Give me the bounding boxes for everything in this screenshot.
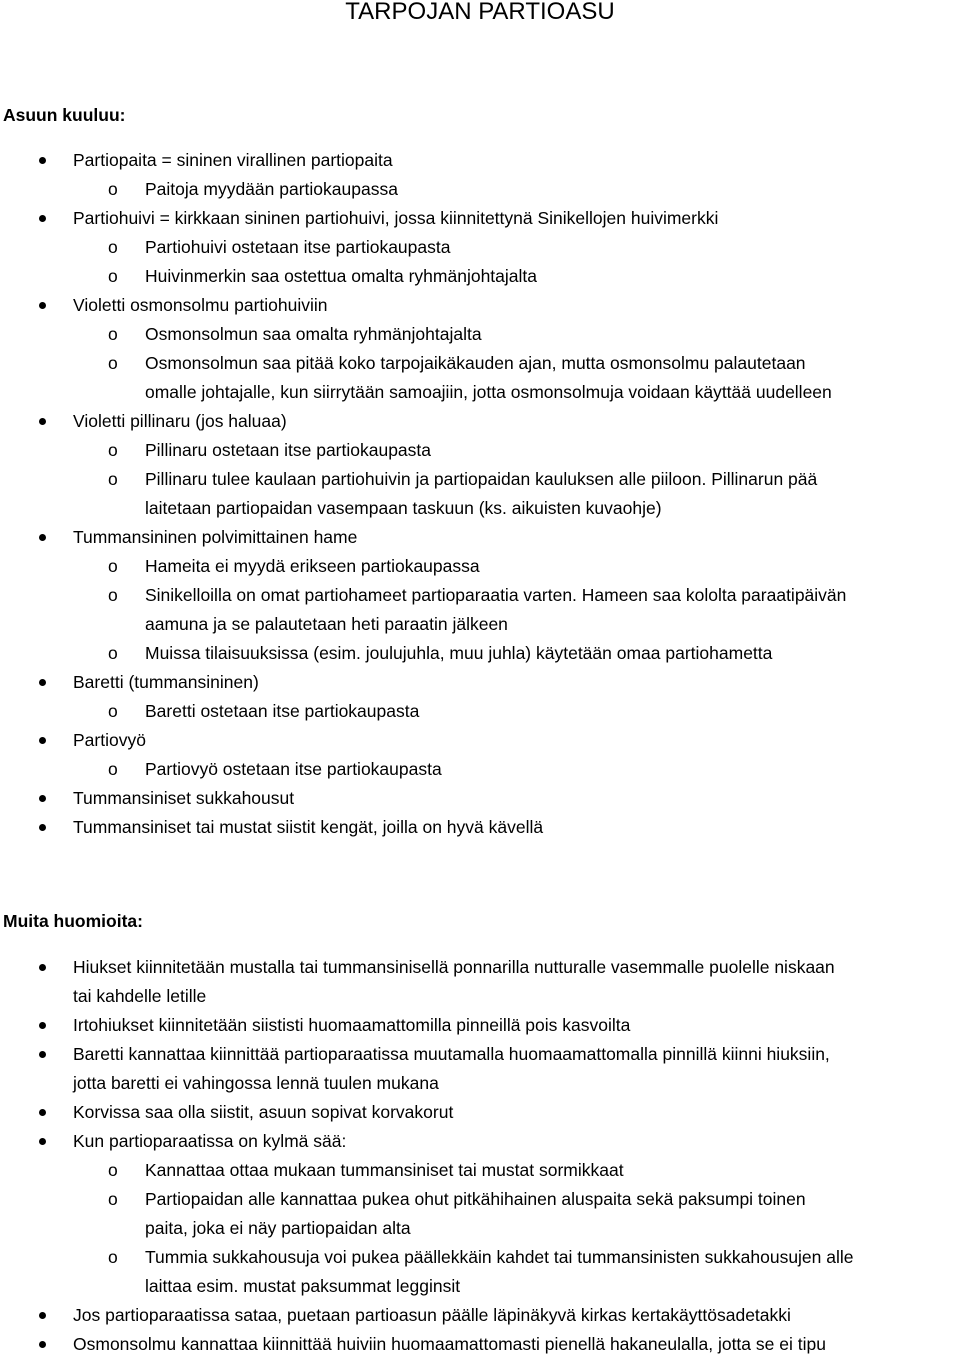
sub-list-item <box>0 552 960 581</box>
sub-list-item-text: Hameita ei myydä erikseen partiokaupassa <box>145 556 480 576</box>
list-item-text <box>0 953 960 1011</box>
sub-list-item-text: Partiohuivi ostetaan itse partiokaupasta <box>145 237 451 257</box>
list-item <box>0 668 960 697</box>
sub-list-item-text: Huivinmerkin saa ostettua omalta ryhmänjohtajalta <box>145 266 537 286</box>
list-item <box>0 523 960 552</box>
bullet-dot-icon <box>39 679 46 686</box>
list-item <box>0 407 960 436</box>
section-heading-muita-huomioita: Muita huomioita: <box>3 911 143 931</box>
list-item <box>0 784 960 813</box>
list-item-text: Tummansiniset tai mustat siistit kengät, joilla on hyvä kävellä <box>73 817 544 837</box>
list-item <box>0 146 960 175</box>
sub-list-item-text-line: aamuna ja se palautetaan heti paraatin jälkeen <box>145 614 508 634</box>
outfit-items-list <box>0 146 960 842</box>
list-item <box>0 1040 960 1098</box>
list-item-text: Kun partioparaatissa on kylmä sää: <box>73 1131 347 1151</box>
bullet-dot-icon <box>39 1109 46 1116</box>
sub-list-item-text: Partiovyö ostetaan itse partiokaupasta <box>145 759 442 779</box>
circle-bullet-icon: o <box>108 353 118 373</box>
list-item-text: Baretti (tummansininen) <box>73 672 259 692</box>
bullet-dot-icon <box>39 1312 46 1319</box>
bullet-dot-icon <box>39 534 46 541</box>
sub-list-item-text: Muissa tilaisuuksissa (esim. joulujuhla, muu juhla) käytetään omaa partiohametta <box>145 643 773 663</box>
sub-list-item <box>0 175 960 204</box>
bullet-dot-icon <box>39 1022 46 1029</box>
sub-list-item <box>0 697 960 726</box>
bullet-dot-icon <box>39 1138 46 1145</box>
list-item-text: Violetti osmonsolmu partiohuiviin <box>73 295 328 315</box>
list-item <box>0 813 960 842</box>
sub-list-item-text <box>0 581 960 639</box>
sub-list-item-text: Osmonsolmun saa omalta ryhmänjohtajalta <box>145 324 482 344</box>
list-item-text: Partiohuivi = kirkkaan sininen partiohuivi, jossa kiinnitettynä Sinikellojen huivimerkki <box>73 208 719 228</box>
circle-bullet-icon: o <box>108 759 118 779</box>
list-item <box>0 1098 960 1127</box>
bullet-dot-icon <box>39 737 46 744</box>
list-item <box>0 1011 960 1040</box>
list-item-text: Korvissa saa olla siistit, asuun sopivat korvakorut <box>73 1102 454 1122</box>
sub-list-item-text <box>0 349 960 407</box>
circle-bullet-icon: o <box>108 440 118 460</box>
sub-list-item <box>0 1243 960 1301</box>
list-item-text: Jos partioparaatissa sataa, puetaan partioasun päälle läpinäkyvä kirkas kertakäyttösadetakki <box>73 1305 791 1325</box>
list-item-text <box>0 1040 960 1098</box>
circle-bullet-icon: o <box>108 237 118 257</box>
list-item-text-line: Baretti kannattaa kiinnittää partioparaatissa muutamalla huomaamattomalla pinnillä kiinni hiuksiin, <box>73 1044 830 1064</box>
list-item-text-line: Hiukset kiinnitetään mustalla tai tummansinisellä ponnarilla nutturalle vasemmalle puolelle niskaan <box>73 957 835 977</box>
sub-list-item <box>0 262 960 291</box>
sub-list-item-text-line: omalle johtajalle, kun siirrytään samoajiin, jotta osmonsolmuja voidaan käyttää uudelleen <box>145 382 832 402</box>
sub-list-item-text-line: Osmonsolmun saa pitää koko tarpojaikäkauden ajan, mutta osmonsolmu palautetaan <box>145 353 806 373</box>
sub-list-item-text-line: Tummia sukkahousuja voi pukea päällekkäin kahdet tai tummansinisten sukkahousujen alle <box>145 1247 854 1267</box>
list-item-text: Tummansininen polvimittainen hame <box>73 527 358 547</box>
sub-list-item-text-line: laittaa esim. mustat paksummat legginsit <box>145 1276 461 1296</box>
sub-list-item <box>0 755 960 784</box>
list-item <box>0 1301 960 1330</box>
list-item-text-line: tai kahdelle letille <box>73 986 207 1006</box>
sub-list-item-text: Kannattaa ottaa mukaan tummansiniset tai mustat sormikkaat <box>145 1160 624 1180</box>
bullet-dot-icon <box>39 157 46 164</box>
circle-bullet-icon: o <box>108 469 118 489</box>
list-item <box>0 1330 960 1359</box>
list-item-text: Partiovyö <box>73 730 146 750</box>
list-item <box>0 291 960 320</box>
circle-bullet-icon: o <box>108 324 118 344</box>
circle-bullet-icon: o <box>108 1160 118 1180</box>
circle-bullet-icon: o <box>108 643 118 663</box>
sub-list-item <box>0 1185 960 1243</box>
notes-list <box>0 953 960 1359</box>
sub-list-item-text-line: Pillinaru tulee kaulaan partiohuivin ja partiopaidan kauluksen alle piiloon. Pillinarun pää <box>145 469 818 489</box>
section-heading-asuun-kuuluu: Asuun kuuluu: <box>3 105 126 125</box>
list-item-text: Irtohiukset kiinnitetään siististi huomaamattomilla pinneillä pois kasvoilta <box>73 1015 631 1035</box>
list-item <box>0 204 960 233</box>
sub-list-item-text-line: paita, joka ei näy partiopaidan alta <box>145 1218 411 1238</box>
circle-bullet-icon: o <box>108 266 118 286</box>
sub-list-item-text-line: Partiopaidan alle kannattaa pukea ohut pitkähihainen aluspaita sekä paksumpi toinen <box>145 1189 806 1209</box>
sub-list-item-text <box>0 465 960 523</box>
sub-list-item <box>0 436 960 465</box>
bullet-dot-icon <box>39 795 46 802</box>
list-item <box>0 726 960 755</box>
sub-list-item <box>0 349 960 407</box>
list-item <box>0 1127 960 1156</box>
circle-bullet-icon: o <box>108 556 118 576</box>
bullet-dot-icon <box>39 215 46 222</box>
sub-list-item <box>0 320 960 349</box>
sub-list-item-text: Baretti ostetaan itse partiokaupasta <box>145 701 420 721</box>
circle-bullet-icon: o <box>108 179 118 199</box>
document-title: TARPOJAN PARTIOASU <box>345 0 615 25</box>
list-item-text: Tummansiniset sukkahousut <box>73 788 295 808</box>
sub-list-item-text <box>0 1185 960 1243</box>
sub-list-item-text <box>0 1243 960 1301</box>
sub-list-item-text: Pillinaru ostetaan itse partiokaupasta <box>145 440 432 460</box>
sub-list-item <box>0 639 960 668</box>
bullet-dot-icon <box>39 302 46 309</box>
sub-list-item-text-line: Sinikelloilla on omat partiohameet partioparaatia varten. Hameen saa kololta paraatipäivän <box>145 585 847 605</box>
sub-list-item <box>0 581 960 639</box>
sub-list-item <box>0 465 960 523</box>
bullet-dot-icon <box>39 418 46 425</box>
list-item-text: Osmonsolmu kannattaa kiinnittää huiviin huomaamattomasti pienellä hakaneulalla, jotta se ei tipu <box>73 1334 826 1354</box>
bullet-dot-icon <box>39 1051 46 1058</box>
sub-list-item <box>0 1156 960 1185</box>
bullet-dot-icon <box>39 964 46 971</box>
circle-bullet-icon: o <box>108 701 118 721</box>
circle-bullet-icon: o <box>108 1247 118 1267</box>
bullet-dot-icon <box>39 1341 46 1348</box>
sub-list-item <box>0 233 960 262</box>
circle-bullet-icon: o <box>108 585 118 605</box>
list-item <box>0 953 960 1011</box>
list-item-text-line: jotta baretti ei vahingossa lennä tuulen mukana <box>73 1073 439 1093</box>
circle-bullet-icon: o <box>108 1189 118 1209</box>
bullet-dot-icon <box>39 824 46 831</box>
list-item-text: Violetti pillinaru (jos haluaa) <box>73 411 287 431</box>
sub-list-item-text: Paitoja myydään partiokaupassa <box>145 179 398 199</box>
sub-list-item-text-line: laitetaan partiopaidan vasempaan taskuun (ks. aikuisten kuvaohje) <box>145 498 662 518</box>
list-item-text: Partiopaita = sininen virallinen partiopaita <box>73 150 393 170</box>
